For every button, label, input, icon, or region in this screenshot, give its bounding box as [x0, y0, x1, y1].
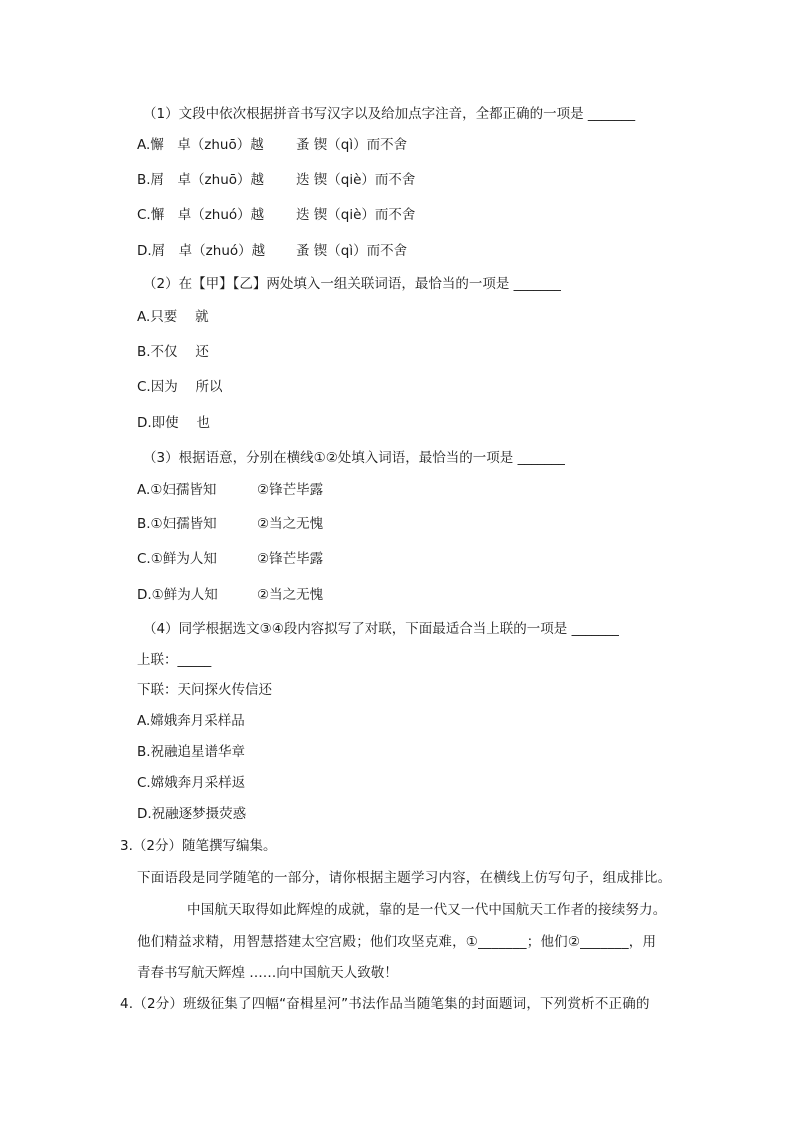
q1-option-c: C.懈 卓（zhuó）越: [137, 207, 265, 223]
q2-option-b: B.不仅 还: [137, 344, 209, 360]
q4-lower-couplet: 下联：天问探火传信还: [137, 682, 272, 698]
q2-option-c: C.因为 所以: [137, 379, 223, 395]
q4-option-c: C.嫦娥奔月采样返: [137, 775, 246, 791]
q1-option-b: B.屑 卓（zhuō）越: [137, 172, 265, 188]
q4-stem: （4）同学根据选文③④段内容拟写了对联，下面最适合当上联的一项是 _______: [143, 621, 619, 637]
q4-upper-couplet: 上联：_____: [137, 652, 212, 668]
item3-passage-line3: 青春书写航天辉煌 ……向中国航天人致敬！: [137, 965, 398, 981]
q1-option-b-second: 迭 锲（qiè）而不舍: [296, 172, 416, 188]
q3-option-c: C.①鲜为人知: [137, 551, 217, 567]
q1-stem: （1）文段中依次根据拼音书写汉字以及给加点字注音，全都正确的一项是 _______: [143, 106, 636, 122]
q4-option-d: D.祝融逐梦摄荧惑: [137, 806, 247, 822]
q2-option-d: D.即使 也: [137, 415, 210, 431]
item3-passage-line1: 中国航天取得如此辉煌的成就，靠的是一代又一代中国航天工作者的接续努力。: [187, 902, 667, 918]
q3-option-c-second: ②锋芒毕露: [257, 551, 324, 567]
q1-option-a: A.懈 卓（zhuō）越: [137, 137, 264, 153]
q1-option-a-second: 蚤 锲（qì）而不舍: [296, 137, 408, 153]
q3-option-a: A.①妇孺皆知: [137, 482, 217, 498]
q3-option-a-second: ②锋芒毕露: [257, 482, 324, 498]
q4-option-a: A.嫦娥奔月采样品: [137, 713, 245, 729]
q3-option-d-second: ②当之无愧: [257, 587, 324, 603]
item3-title: 3.（2分）随笔撰写编集。: [120, 838, 277, 854]
q3-option-b: B.①妇孺皆知: [137, 516, 217, 532]
q1-option-c-second: 迭 锲（qiè）而不舍: [296, 207, 416, 223]
item4-title: 4.（2分）班级征集了四幅“奋楫星河”书法作品当随笔集的封面题词，下列赏析不正确的: [120, 996, 650, 1012]
item3-instruction: 下面语段是同学随笔的一部分，请你根据主题学习内容，在横线上仿写句子，组成排比。: [137, 870, 672, 886]
q2-stem: （2）在【甲】【乙】两处填入一组关联词语，最恰当的一项是 _______: [143, 276, 561, 292]
q2-option-a: A.只要 就: [137, 309, 209, 325]
item3-passage-line2: 他们精益求精，用智慧搭建太空宫殿；他们攻坚克难，①_______；他们②_______，用: [137, 934, 657, 950]
q4-option-b: B.祝融追星谱华章: [137, 744, 246, 760]
q1-option-d-second: 蚤 锲（qì）而不舍: [296, 243, 408, 259]
q1-option-d: D.屑 卓（zhuó）越: [137, 243, 266, 259]
q3-option-d: D.①鲜为人知: [137, 587, 218, 603]
q3-stem: （3）根据语意，分别在横线①②处填入词语，最恰当的一项是 _______: [143, 450, 565, 466]
q3-option-b-second: ②当之无愧: [257, 516, 324, 532]
